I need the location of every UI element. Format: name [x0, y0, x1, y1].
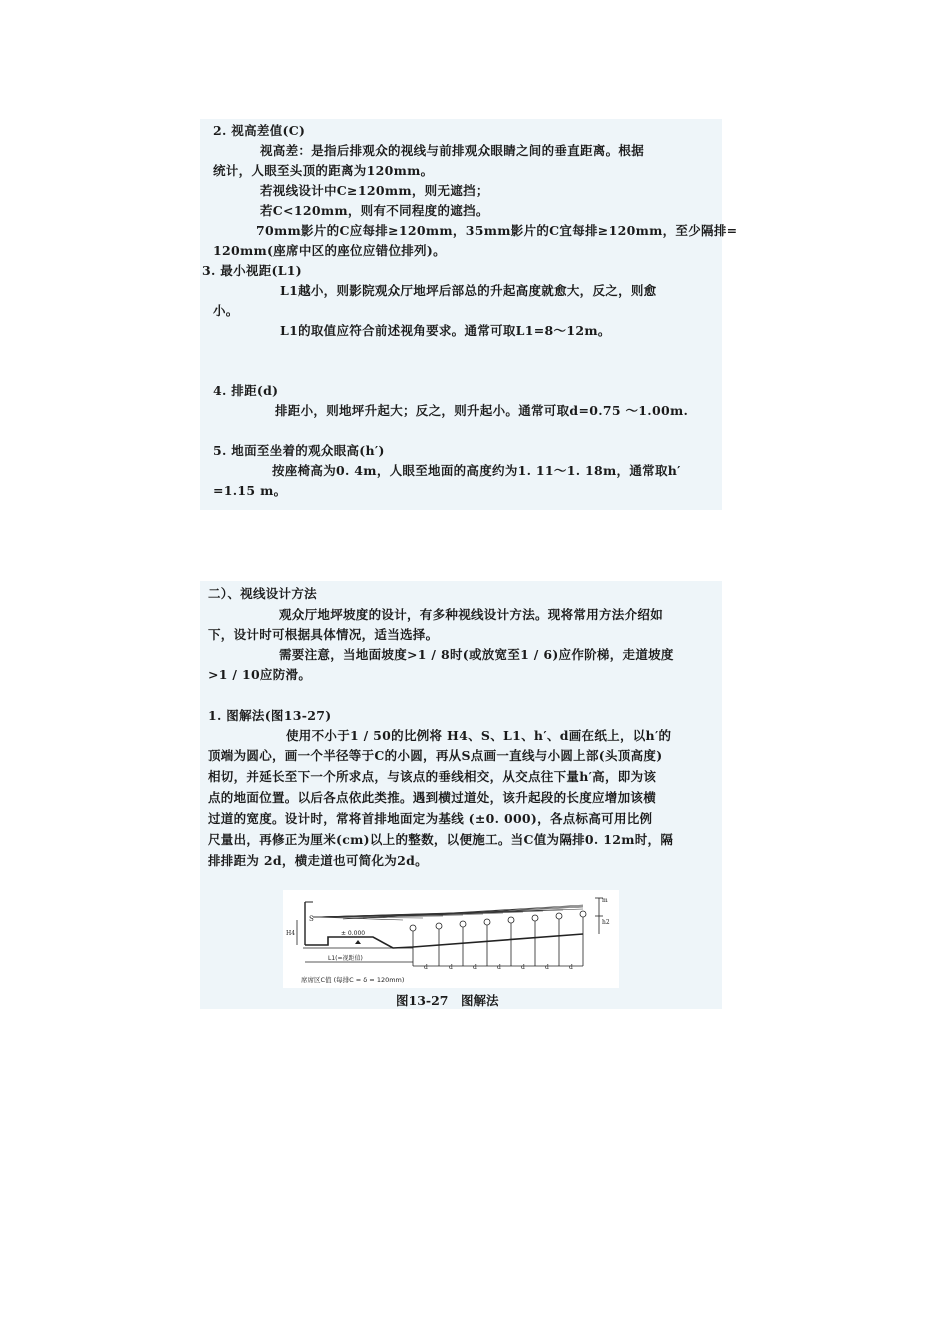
label-l1: L1(=视距值) — [328, 955, 363, 962]
paragraph-line: 70mm影片的C应每排≥120mm，35mm影片的C宜每排≥120mm，至少隔排= — [256, 223, 738, 238]
paragraph-line: 过道的宽度。设计时，常将首排地面定为基线 (±0. 000)，各点标高可用比例 — [208, 811, 653, 826]
paragraph-line: 相切，并延长至下一个所求点，与该点的垂线相交，从交点往下量h′高，即为该 — [208, 769, 657, 784]
figure-inner-caption: 席席区C值 (每排C = δ = 120mm) — [301, 976, 405, 984]
paragraph-line: 统计，人眼至头顶的距离为120mm。 — [213, 163, 434, 178]
paragraph-line: >1 / 10应防滑。 — [208, 667, 312, 682]
heading-graphic-method: 1. 图解法(图13-27) — [208, 708, 332, 723]
label-d: d — [545, 964, 549, 971]
heading-min-viewing-distance: 3. 最小视距(L1) — [202, 263, 303, 278]
paragraph-line: 顶端为圆心，画一个半径等于C的小圆，再从S点画一直线与小圆上部(头顶高度) — [208, 748, 663, 763]
sightline-diagram — [283, 890, 619, 988]
heading-eye-height: 5. 地面至坐着的观众眼高(h′) — [213, 443, 385, 458]
text-panel-sightline-methods — [200, 581, 722, 1009]
paragraph-line: 排排距为 2d，横走道也可简化为2d。 — [208, 853, 428, 868]
label-base-level: ± 0.000 — [341, 930, 366, 937]
paragraph-line: 点的地面位置。以后各点依此类推。遇到横过道处，该升起段的长度应增加该横 — [208, 790, 657, 805]
paragraph-line: =1.15 m。 — [213, 483, 287, 498]
text-panel-sightline-parameters — [200, 119, 738, 510]
paragraph-line: 小。 — [213, 303, 239, 318]
paragraph-line: 尺量出，再修正为厘米(cm)以上的整数，以便施工。当C值为隔排0. 12m时，隔 — [208, 832, 674, 847]
paragraph-line: 视高差：是指后排观众的视线与前排观众眼睛之间的垂直距离。根据 — [260, 143, 645, 158]
figure-13-27-graphic-method — [283, 890, 619, 988]
heading-sight-height-difference: 2. 视高差值(C) — [213, 123, 306, 138]
heading-row-spacing: 4. 排距(d) — [213, 383, 279, 398]
label-d: d — [449, 964, 453, 971]
paragraph-line: 排距小，则地坪升起大；反之，则升起小。通常可取d=0.75 ～1.00m. — [275, 403, 689, 418]
label-m: m — [602, 897, 608, 904]
paragraph-line: 观众厅地坪坡度的设计，有多种视线设计方法。现将常用方法介绍如 — [279, 607, 664, 622]
label-d: d — [473, 964, 477, 971]
paragraph-line: 下，设计时可根据具体情况，适当选择。 — [208, 627, 439, 642]
paragraph-line: 使用不小于1 / 50的比例将 H4、S、L1、h′、d画在纸上，以h′的 — [286, 728, 672, 743]
figure-caption: 图13-27 图解法 — [396, 993, 499, 1008]
paragraph-line: 120mm(座席中区的座位应错位排列)。 — [213, 243, 446, 258]
label-h2: h2 — [602, 919, 610, 926]
paragraph-line: 需要注意，当地面坡度>1 / 8时(或放宽至1 / 6)应作阶梯，走道坡度 — [279, 647, 674, 662]
label-h4: H4 — [286, 930, 296, 937]
paragraph-line: 按座椅高为0. 4m，人眼至地面的高度约为1. 11～1. 18m，通常取h′ — [272, 463, 681, 478]
label-s: S — [309, 915, 314, 923]
paragraph-line: L1越小，则影院观众厅地坪后部总的升起高度就愈大，反之，则愈 — [280, 283, 657, 298]
label-d: d — [569, 964, 573, 971]
heading-design-methods: 二）、视线设计方法 — [208, 586, 317, 601]
paragraph-line: 若C<120mm，则有不同程度的遮挡。 — [260, 203, 489, 218]
paragraph-line: L1的取值应符合前述视角要求。通常可取L1=8～12m。 — [280, 323, 611, 338]
label-d: d — [521, 964, 525, 971]
label-d: d — [497, 964, 501, 971]
label-d: d — [424, 964, 428, 971]
paragraph-line: 若视线设计中C≥120mm，则无遮挡； — [260, 183, 489, 198]
